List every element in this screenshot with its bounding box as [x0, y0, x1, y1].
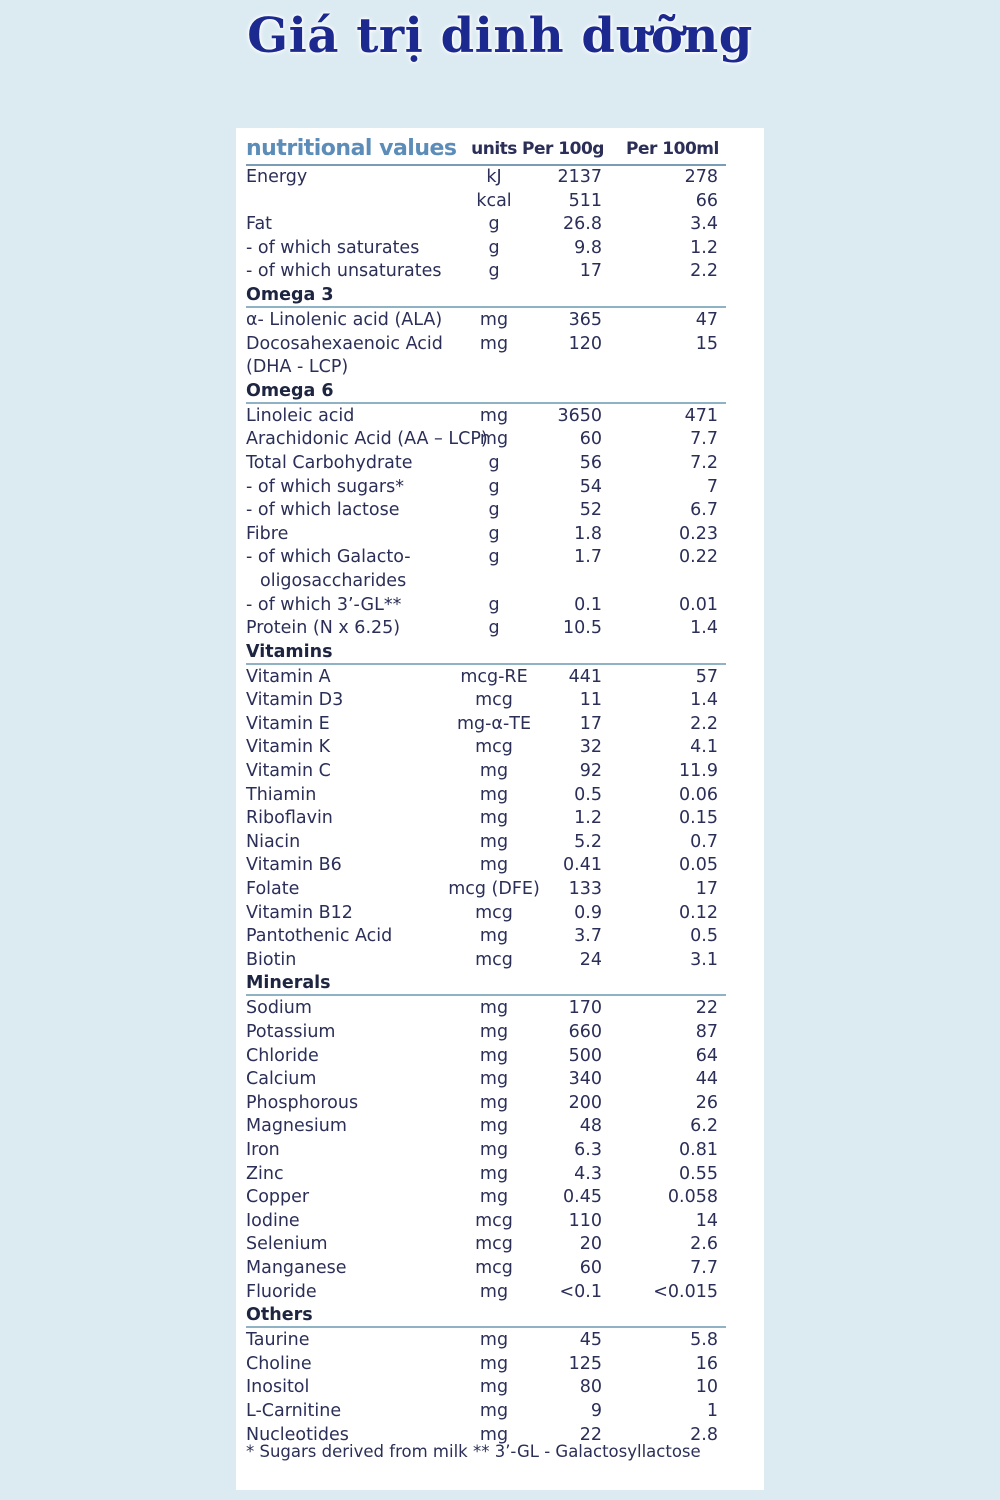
value-per-100ml: 0.01 [679, 594, 718, 615]
value-per-100g: 3650 [557, 405, 602, 426]
nutrient-name: - of which unsaturates [246, 261, 442, 282]
nutrition-label [236, 128, 764, 1490]
table-row [246, 1210, 726, 1234]
value-per-100g: 1.8 [574, 523, 602, 544]
nutrient-name: Thiamin [246, 784, 317, 805]
table-row [246, 570, 726, 594]
nutrient-unit: mg [479, 1353, 509, 1374]
nutrient-name: Niacin [246, 831, 301, 852]
value-per-100ml: 1.4 [690, 690, 718, 711]
nutrient-unit: g [488, 618, 500, 639]
value-per-100g: 17 [579, 261, 602, 282]
value-per-100ml: 57 [695, 666, 718, 687]
nutrient-name: Selenium [246, 1234, 328, 1255]
nutrient-name: Potassium [246, 1022, 336, 1042]
table-row [246, 333, 726, 357]
value-per-100g: 0.1 [574, 594, 602, 615]
section-title: Minerals [246, 973, 331, 994]
section-header [246, 641, 726, 665]
table-row [246, 1092, 726, 1116]
value-per-100ml: 17 [695, 879, 718, 900]
nutrient-unit: g [488, 452, 500, 473]
table-row [246, 499, 726, 523]
value-per-100ml: 1 [706, 1400, 718, 1421]
nutrient-unit: g [488, 476, 500, 497]
table-row [246, 428, 726, 452]
nutrient-name: Vitamin B12 [246, 902, 353, 923]
value-per-100ml: 5.8 [690, 1330, 718, 1351]
value-per-100g: 133 [568, 879, 602, 900]
nutrient-unit: mg [479, 1092, 509, 1113]
nutrient-name: L-Carnitine [246, 1400, 342, 1421]
nutrient-unit: mg [479, 1187, 509, 1208]
nutrient-unit: mg [479, 1163, 509, 1184]
value-per-100g: 340 [568, 1069, 602, 1090]
table-row [246, 1115, 726, 1139]
table-row [246, 760, 726, 784]
nutrient-unit: mg [479, 1022, 509, 1042]
nutrient-unit: mg [479, 1281, 509, 1302]
table-row [246, 523, 726, 547]
nutrient-unit: g [488, 500, 500, 521]
nutrient-unit: mg [479, 1400, 509, 1421]
nutrient-unit: mg [479, 1330, 509, 1351]
table-row [246, 1400, 726, 1424]
nutrient-unit: kJ [486, 167, 502, 187]
nutrient-name: Magnesium [246, 1116, 347, 1137]
section-title: Omega 6 [246, 380, 334, 401]
table-row [246, 617, 726, 641]
value-per-100g: 3.7 [574, 926, 602, 947]
value-per-100g: 10.5 [563, 618, 602, 639]
nutrient-unit: mcg [475, 737, 513, 758]
nutrient-name: - of which sugars* [246, 476, 404, 497]
value-per-100ml: 0.7 [690, 831, 718, 852]
value-per-100g: 11 [579, 690, 602, 711]
nutrient-unit: mg [479, 998, 509, 1019]
value-per-100g: 24 [579, 949, 602, 970]
nutrient-unit: g [488, 594, 500, 615]
nutrient-name: Choline [246, 1353, 312, 1374]
value-per-100g: 9.8 [574, 237, 602, 258]
value-per-100g: 9 [590, 1400, 602, 1421]
nutrition-table [246, 134, 726, 1447]
table-row [246, 1139, 726, 1163]
value-per-100g: 170 [568, 998, 602, 1019]
table-row [246, 1021, 726, 1045]
table-row [246, 666, 726, 690]
value-per-100g: 110 [568, 1210, 602, 1231]
table-row [246, 452, 726, 476]
table-row [246, 213, 726, 237]
value-per-100g: 511 [568, 190, 602, 211]
nutrient-unit: mcg (DFE) [448, 879, 540, 900]
nutrient-name: Folate [246, 879, 300, 900]
value-per-100g: 500 [568, 1045, 602, 1066]
value-per-100ml: <0.015 [653, 1281, 718, 1302]
value-per-100ml: 7.7 [690, 429, 718, 450]
value-per-100g: 45 [579, 1330, 602, 1351]
header-units: units [471, 139, 517, 159]
value-per-100g: 660 [568, 1022, 602, 1042]
value-per-100ml: 0.81 [679, 1139, 718, 1160]
value-per-100ml: 2.2 [690, 261, 718, 282]
nutrient-name: Energy [246, 167, 308, 187]
nutrient-name: Chloride [246, 1045, 319, 1066]
table-header [246, 134, 726, 166]
nutrient-name: Vitamin E [246, 713, 330, 734]
value-per-100ml: 0.55 [679, 1163, 718, 1184]
value-per-100g: 54 [579, 476, 602, 497]
nutrient-unit: mg [479, 405, 509, 426]
value-per-100ml: 11.9 [679, 761, 718, 782]
value-per-100g: 20 [579, 1234, 602, 1255]
nutrient-unit: mg [479, 1069, 509, 1090]
value-per-100g: 120 [568, 333, 602, 354]
value-per-100ml: 3.4 [690, 214, 718, 235]
section-header [246, 380, 726, 404]
value-per-100ml: 6.7 [690, 500, 718, 521]
table-row [246, 878, 726, 902]
nutrient-name: Fluoride [246, 1281, 317, 1302]
nutrient-name: - of which 3’-GL** [246, 594, 402, 615]
value-per-100ml: 44 [695, 1069, 718, 1090]
value-per-100g: 80 [579, 1377, 602, 1398]
nutrient-name: Pantothenic Acid [246, 926, 393, 947]
nutrient-unit: mcg [475, 949, 513, 970]
table-row [246, 997, 726, 1021]
value-per-100ml: 7.7 [690, 1257, 718, 1278]
nutrient-name: Biotin [246, 949, 297, 970]
value-per-100ml: 278 [684, 167, 718, 187]
value-per-100g: 52 [579, 500, 602, 521]
value-per-100ml: 87 [695, 1022, 718, 1042]
table-row [246, 1353, 726, 1377]
value-per-100g: 5.2 [574, 831, 602, 852]
value-per-100g: 56 [579, 452, 602, 473]
nutrient-unit: mcg [475, 1234, 513, 1255]
value-per-100g: 441 [568, 666, 602, 687]
value-per-100ml: 22 [695, 998, 718, 1019]
section-title: Others [246, 1305, 313, 1326]
nutrient-unit: g [488, 237, 500, 258]
nutrient-name: Manganese [246, 1257, 347, 1278]
table-row [246, 546, 726, 570]
nutrient-name: Linoleic acid [246, 405, 355, 426]
value-per-100g: 0.9 [574, 902, 602, 923]
value-per-100g: <0.1 [559, 1281, 602, 1302]
table-row [246, 594, 726, 618]
nutrient-name: Fibre [246, 523, 289, 544]
table-row [246, 925, 726, 949]
value-per-100ml: 2.2 [690, 713, 718, 734]
value-per-100g: 1.7 [574, 547, 602, 568]
table-body [246, 166, 726, 1447]
value-per-100ml: 1.2 [690, 237, 718, 258]
value-per-100ml: 15 [695, 333, 718, 354]
value-per-100g: 60 [579, 429, 602, 450]
value-per-100g: 365 [568, 309, 602, 330]
nutrient-unit: g [488, 547, 500, 568]
nutrient-unit: mcg [475, 690, 513, 711]
table-row [246, 1186, 726, 1210]
table-row [246, 1376, 726, 1400]
table-row [246, 260, 726, 284]
table-row [246, 736, 726, 760]
header-name: nutritional values [246, 136, 457, 161]
table-row [246, 1163, 726, 1187]
value-per-100ml: 47 [695, 309, 718, 330]
table-row [246, 1257, 726, 1281]
table-row [246, 713, 726, 737]
value-per-100ml: 4.1 [690, 737, 718, 758]
table-row [246, 166, 726, 190]
nutrient-name: Vitamin A [246, 666, 331, 687]
table-row [246, 807, 726, 831]
nutrient-unit: g [488, 261, 500, 282]
nutrient-unit: mcg-RE [460, 666, 528, 687]
nutrient-name: - of which lactose [246, 500, 400, 521]
nutrient-unit: mcg [475, 1257, 513, 1278]
value-per-100ml: 0.05 [679, 855, 718, 876]
value-per-100ml: 7 [706, 476, 718, 497]
table-row [246, 405, 726, 429]
nutrient-name: Iodine [246, 1210, 300, 1231]
value-per-100ml: 0.12 [679, 902, 718, 923]
value-per-100g: 17 [579, 713, 602, 734]
table-row [246, 784, 726, 808]
value-per-100ml: 0.06 [679, 784, 718, 805]
nutrient-unit: g [488, 214, 500, 235]
nutrient-unit: mcg [475, 902, 513, 923]
value-per-100ml: 26 [695, 1092, 718, 1113]
value-per-100g: 0.5 [574, 784, 602, 805]
section-header [246, 284, 726, 308]
nutrient-name: Sodium [246, 998, 312, 1019]
nutrient-name: (DHA - LCP) [246, 357, 349, 378]
section-title: Omega 3 [246, 284, 334, 305]
value-per-100g: 200 [568, 1092, 602, 1113]
value-per-100g: 92 [579, 761, 602, 782]
nutrient-name: Fat [246, 214, 273, 235]
nutrient-name: Taurine [246, 1330, 310, 1351]
nutrient-name: Nucleotides [246, 1424, 349, 1445]
value-per-100g: 48 [579, 1116, 602, 1137]
value-per-100ml: 0.22 [679, 547, 718, 568]
nutrient-unit: mg [479, 1045, 509, 1066]
nutrient-name: Arachidonic Acid (AA – LCP) [246, 429, 488, 450]
nutrient-name: Iron [246, 1139, 280, 1160]
value-per-100ml: 2.6 [690, 1234, 718, 1255]
nutrient-name: - of which Galacto- [246, 547, 411, 568]
nutrient-unit: kcal [476, 190, 512, 211]
value-per-100g: 2137 [557, 167, 602, 187]
nutrient-unit: mcg [475, 1210, 513, 1231]
value-per-100ml: 6.2 [690, 1116, 718, 1137]
nutrient-name: Vitamin D3 [246, 690, 344, 711]
table-row [246, 476, 726, 500]
value-per-100ml: 0.15 [679, 808, 718, 829]
value-per-100ml: 66 [695, 190, 718, 211]
nutrient-unit: mg-α-TE [456, 713, 532, 734]
nutrient-unit: mg [479, 1116, 509, 1137]
page-title: Giá trị dinh dưỡng [247, 8, 753, 64]
value-per-100g: 0.41 [563, 855, 602, 876]
table-row [246, 237, 726, 261]
nutrient-unit: mg [479, 784, 509, 805]
value-per-100g: 60 [579, 1257, 602, 1278]
value-per-100g: 0.45 [563, 1187, 602, 1208]
value-per-100ml: 471 [684, 405, 718, 426]
nutrient-name: Total Carbohydrate [246, 452, 413, 473]
table-row [246, 1281, 726, 1305]
nutrient-unit: mg [479, 761, 509, 782]
value-per-100ml: 0.23 [679, 523, 718, 544]
table-row [246, 689, 726, 713]
nutrient-name: Riboflavin [246, 808, 333, 829]
nutrient-name: oligosaccharides [260, 570, 407, 591]
value-per-100ml: 7.2 [690, 452, 718, 473]
value-per-100g: 26.8 [563, 214, 602, 235]
nutrient-name: Calcium [246, 1069, 317, 1090]
nutrient-name: Docosahexaenoic Acid [246, 333, 443, 354]
table-row [246, 902, 726, 926]
value-per-100ml: 0.5 [690, 926, 718, 947]
value-per-100ml: 10 [695, 1377, 718, 1398]
table-row [246, 356, 726, 380]
nutrient-unit: mg [479, 1139, 509, 1160]
nutrient-unit: mg [479, 926, 509, 947]
section-header [246, 1304, 726, 1328]
table-row [246, 1329, 726, 1353]
nutrient-unit: mg [479, 831, 509, 852]
value-per-100ml: 2.8 [690, 1424, 718, 1445]
nutrient-unit: mg [479, 309, 509, 330]
table-row [246, 1068, 726, 1092]
table-row [246, 309, 726, 333]
nutrient-name: Zinc [246, 1163, 284, 1184]
nutrient-unit: mg [479, 429, 509, 450]
value-per-100ml: 14 [695, 1210, 718, 1231]
section-header [246, 972, 726, 996]
table-row [246, 1045, 726, 1069]
nutrient-name: Phosphorous [246, 1092, 359, 1113]
section-title: Vitamins [246, 641, 333, 662]
value-per-100ml: 3.1 [690, 949, 718, 970]
header-per-100ml: Per 100ml [626, 139, 719, 159]
nutrient-name: Vitamin K [246, 737, 331, 758]
nutrient-name: - of which saturates [246, 237, 420, 258]
value-per-100ml: 16 [695, 1353, 718, 1374]
table-row [246, 831, 726, 855]
table-row [246, 190, 726, 214]
value-per-100g: 125 [568, 1353, 602, 1374]
nutrient-name: Inositol [246, 1377, 310, 1398]
table-row [246, 949, 726, 973]
nutrient-name: Protein (N x 6.25) [246, 618, 401, 639]
value-per-100ml: 0.058 [667, 1187, 718, 1208]
nutrient-name: Vitamin B6 [246, 855, 342, 876]
nutrient-unit: mg [479, 333, 509, 354]
value-per-100ml: 64 [695, 1045, 718, 1066]
value-per-100g: 32 [579, 737, 602, 758]
nutrient-name: Vitamin C [246, 761, 331, 782]
nutrient-unit: mg [479, 855, 509, 876]
table-row [246, 1233, 726, 1257]
table-row [246, 854, 726, 878]
value-per-100ml: 1.4 [690, 618, 718, 639]
value-per-100g: 6.3 [574, 1139, 602, 1160]
value-per-100g: 1.2 [574, 808, 602, 829]
value-per-100g: 22 [579, 1424, 602, 1445]
nutrient-name: Copper [246, 1187, 310, 1208]
header-per-100g: Per 100g [522, 139, 604, 159]
nutrient-unit: mg [479, 1424, 509, 1445]
footnote: * Sugars derived from milk ** 3’-GL - Galactosyllactose [246, 1442, 701, 1461]
nutrient-unit: g [488, 523, 500, 544]
value-per-100g: 4.3 [574, 1163, 602, 1184]
nutrient-name: α- Linolenic acid (ALA) [246, 309, 443, 330]
nutrient-unit: mg [479, 808, 509, 829]
nutrient-unit: mg [479, 1377, 509, 1398]
